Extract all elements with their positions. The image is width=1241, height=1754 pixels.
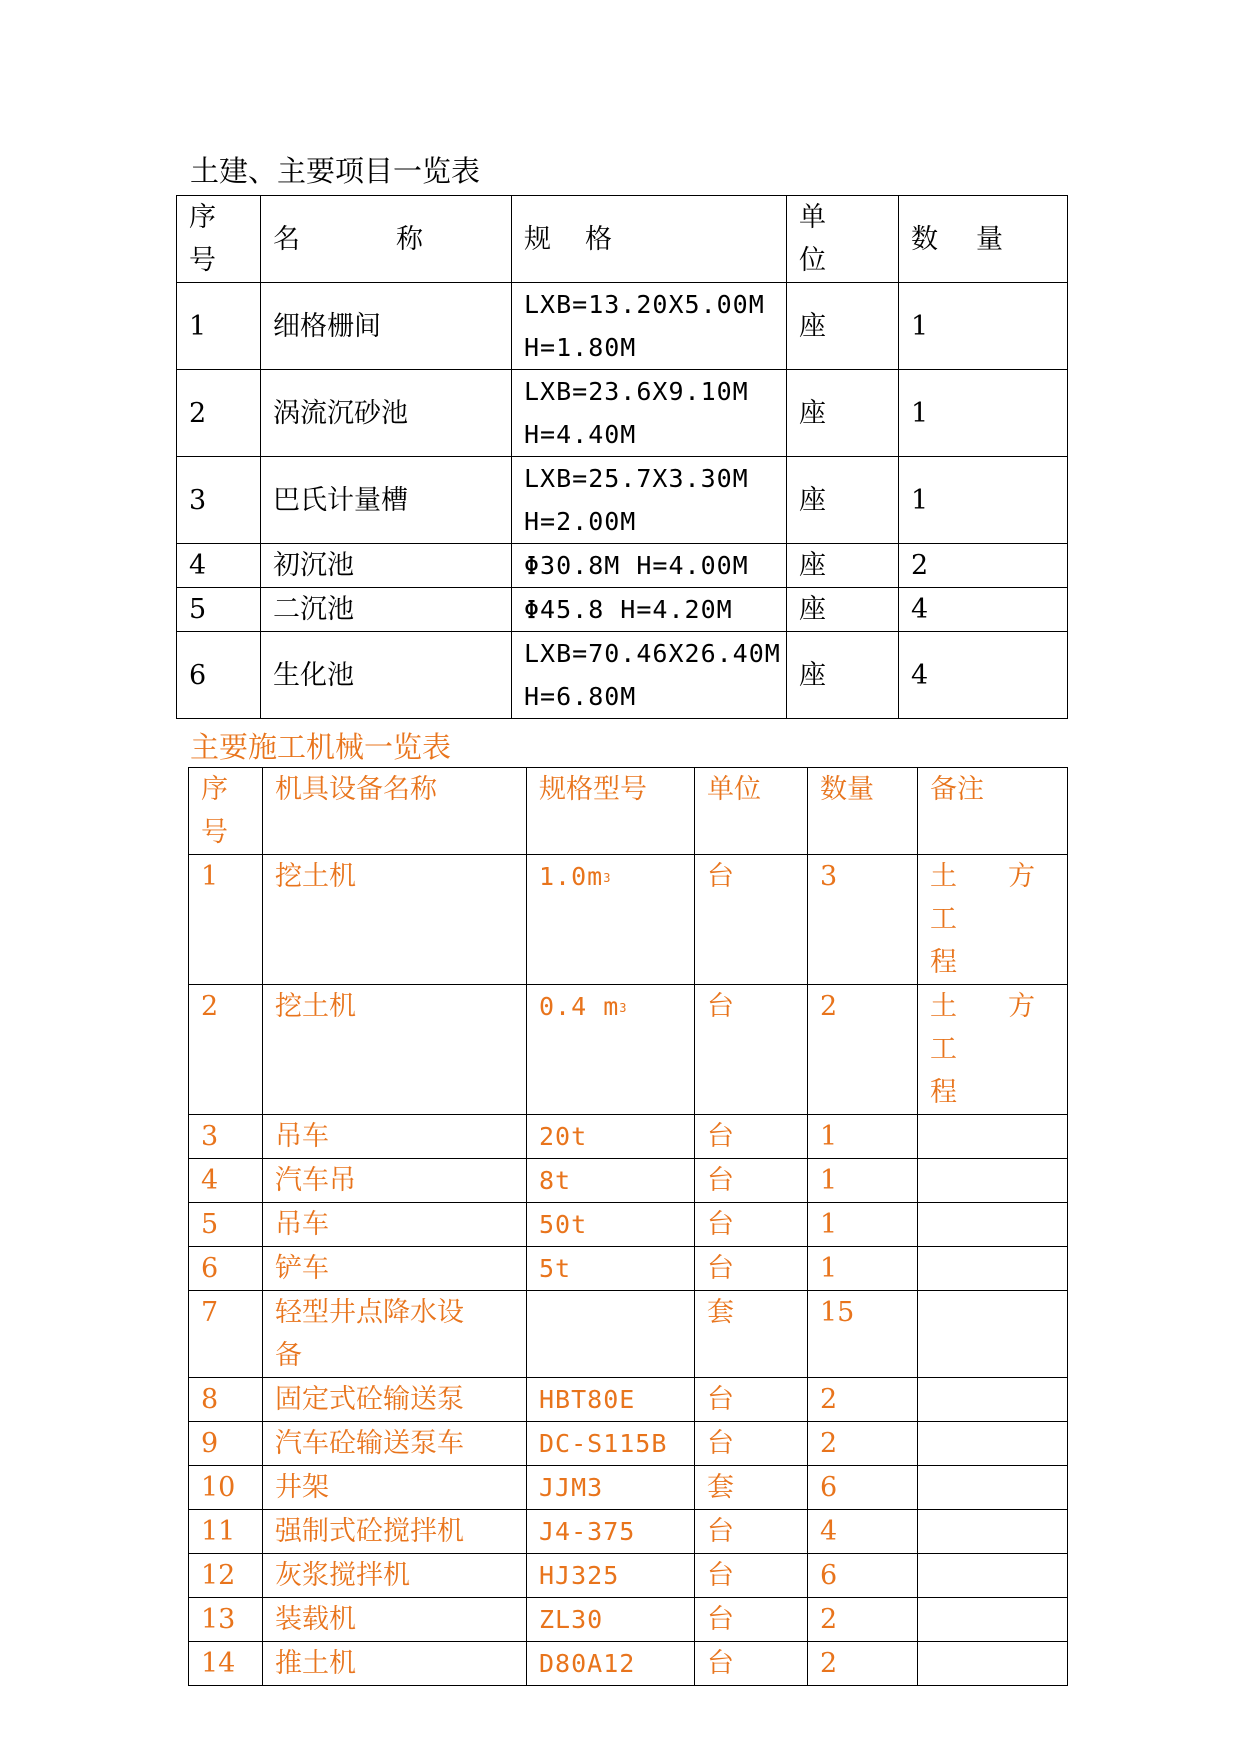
row-qty: 1	[899, 283, 1068, 370]
row-remark	[918, 1422, 1068, 1466]
row-model: 0.4 $m^3$	[527, 985, 695, 1115]
row-unit: 座	[787, 457, 899, 544]
row-spec: LXB=13.20X5.00M H=1.80M	[512, 283, 787, 370]
row-model: HBT80E	[527, 1378, 695, 1422]
table-row	[177, 588, 1068, 632]
table-row	[189, 1291, 1068, 1378]
row-remark: 土方工 程	[918, 985, 1068, 1115]
table-row	[189, 1115, 1068, 1159]
table-row	[177, 457, 1068, 544]
row-no: 9	[189, 1422, 263, 1466]
row-no: 2	[189, 985, 263, 1115]
row-remark	[918, 1247, 1068, 1291]
row-remark	[918, 1378, 1068, 1422]
row-no: 6	[189, 1247, 263, 1291]
row-model: JJM3	[527, 1466, 695, 1510]
header-spec: 规格	[512, 196, 787, 283]
row-qty: 2	[808, 1422, 918, 1466]
header-unit: 单 位	[787, 196, 899, 283]
row-no: 7	[189, 1291, 263, 1378]
row-model: 5t	[527, 1247, 695, 1291]
row-model	[527, 1291, 695, 1378]
row-qty: 1	[808, 1247, 918, 1291]
header-model: 规格型号	[527, 768, 695, 855]
row-name: 初沉池	[261, 544, 512, 588]
row-unit: 座	[787, 632, 899, 719]
row-name: 生化池	[261, 632, 512, 719]
row-model: $1.0m^3$	[527, 855, 695, 985]
table-row	[177, 544, 1068, 588]
table-row	[177, 632, 1068, 719]
row-name: 二沉池	[261, 588, 512, 632]
row-qty: 1	[899, 457, 1068, 544]
row-no: 2	[177, 370, 261, 457]
row-model: 20t	[527, 1115, 695, 1159]
civil-works-table	[176, 195, 1068, 719]
row-name: 吊车	[263, 1115, 527, 1159]
row-no: 5	[189, 1203, 263, 1247]
row-no: 12	[189, 1554, 263, 1598]
row-qty: 3	[808, 855, 918, 985]
row-remark	[918, 1291, 1068, 1378]
row-no: 1	[177, 283, 261, 370]
header-name: 机具设备名称	[263, 768, 527, 855]
row-unit: 座	[787, 544, 899, 588]
header-no: 序 号	[177, 196, 261, 283]
row-qty: 2	[808, 1378, 918, 1422]
row-no: 10	[189, 1466, 263, 1510]
row-name: 装载机	[263, 1598, 527, 1642]
table2-title: 主要施工机械一览表	[190, 730, 452, 764]
row-qty: 2	[808, 1598, 918, 1642]
row-no: 4	[189, 1159, 263, 1203]
row-no: 5	[177, 588, 261, 632]
row-qty: 1	[899, 370, 1068, 457]
row-qty: 2	[808, 985, 918, 1115]
table-row	[189, 1378, 1068, 1422]
row-name: 汽车吊	[263, 1159, 527, 1203]
row-qty: 4	[899, 588, 1068, 632]
table-row	[189, 1159, 1068, 1203]
row-remark	[918, 1642, 1068, 1686]
row-model: DC-S115B	[527, 1422, 695, 1466]
row-no: 3	[189, 1115, 263, 1159]
row-name: 挖土机	[263, 985, 527, 1115]
row-unit: 套	[695, 1291, 808, 1378]
header-no: 序 号	[189, 768, 263, 855]
row-remark	[918, 1510, 1068, 1554]
machinery-table	[188, 767, 1068, 1686]
row-model: HJ325	[527, 1554, 695, 1598]
row-unit: 台	[695, 1378, 808, 1422]
row-name: 吊车	[263, 1203, 527, 1247]
row-qty: 15	[808, 1291, 918, 1378]
row-no: 11	[189, 1510, 263, 1554]
table-row	[189, 1422, 1068, 1466]
row-remark	[918, 1159, 1068, 1203]
header-qty: 数量	[808, 768, 918, 855]
row-unit: 台	[695, 1554, 808, 1598]
header-unit: 单位	[695, 768, 808, 855]
row-qty: 2	[899, 544, 1068, 588]
table-row	[189, 1642, 1068, 1686]
row-unit: 台	[695, 1247, 808, 1291]
row-remark	[918, 1598, 1068, 1642]
row-no: 14	[189, 1642, 263, 1686]
row-unit: 台	[695, 1115, 808, 1159]
row-name: 强制式砼搅拌机	[263, 1510, 527, 1554]
row-qty: 4	[808, 1510, 918, 1554]
table-row	[189, 1510, 1068, 1554]
row-qty: 1	[808, 1159, 918, 1203]
table-row	[189, 1554, 1068, 1598]
row-no: 3	[177, 457, 261, 544]
row-no: 1	[189, 855, 263, 985]
table-row	[177, 370, 1068, 457]
row-name: 固定式砼输送泵	[263, 1378, 527, 1422]
row-name: 轻型井点降水设 备	[263, 1291, 527, 1378]
row-unit: 座	[787, 370, 899, 457]
row-unit: 台	[695, 1642, 808, 1686]
row-unit: 台	[695, 1203, 808, 1247]
row-model: 50t	[527, 1203, 695, 1247]
row-spec: Φ45.8 H=4.20M	[512, 588, 787, 632]
row-model: ZL30	[527, 1598, 695, 1642]
row-remark	[918, 1554, 1068, 1598]
row-unit: 台	[695, 1159, 808, 1203]
header-name: 名 称	[261, 196, 512, 283]
row-remark	[918, 1115, 1068, 1159]
row-no: 6	[177, 632, 261, 719]
table-row	[189, 1203, 1068, 1247]
row-spec: LXB=25.7X3.30M H=2.00M	[512, 457, 787, 544]
table1-title: 土建、主要项目一览表	[190, 154, 481, 188]
row-unit: 台	[695, 985, 808, 1115]
row-unit: 台	[695, 855, 808, 985]
row-remark: 土方工 程	[918, 855, 1068, 985]
row-remark	[918, 1466, 1068, 1510]
table-row	[189, 985, 1068, 1115]
row-unit: 座	[787, 283, 899, 370]
row-qty: 2	[808, 1642, 918, 1686]
row-unit: 套	[695, 1466, 808, 1510]
row-remark	[918, 1203, 1068, 1247]
row-name: 推土机	[263, 1642, 527, 1686]
row-name: 井架	[263, 1466, 527, 1510]
row-qty: 1	[808, 1203, 918, 1247]
row-spec: Φ30.8M H=4.00M	[512, 544, 787, 588]
row-qty: 6	[808, 1554, 918, 1598]
row-no: 13	[189, 1598, 263, 1642]
header-remark: 备注	[918, 768, 1068, 855]
table-row	[189, 855, 1068, 985]
table-header-row	[177, 196, 1068, 283]
row-no: 8	[189, 1378, 263, 1422]
row-no: 4	[177, 544, 261, 588]
row-qty: 4	[899, 632, 1068, 719]
row-name: 铲车	[263, 1247, 527, 1291]
row-name: 汽车砼输送泵车	[263, 1422, 527, 1466]
row-model: D80A12	[527, 1642, 695, 1686]
row-unit: 台	[695, 1510, 808, 1554]
header-qty: 数量	[899, 196, 1068, 283]
table-row	[189, 1466, 1068, 1510]
row-spec: LXB=23.6X9.10M H=4.40M	[512, 370, 787, 457]
row-name: 细格栅间	[261, 283, 512, 370]
row-unit: 座	[787, 588, 899, 632]
row-qty: 6	[808, 1466, 918, 1510]
table-row	[189, 1247, 1068, 1291]
row-name: 涡流沉砂池	[261, 370, 512, 457]
row-name: 挖土机	[263, 855, 527, 985]
row-qty: 1	[808, 1115, 918, 1159]
row-unit: 台	[695, 1422, 808, 1466]
table-header-row	[189, 768, 1068, 855]
row-name: 灰浆搅拌机	[263, 1554, 527, 1598]
row-model: 8t	[527, 1159, 695, 1203]
row-unit: 台	[695, 1598, 808, 1642]
row-spec: LXB=70.46X26.40M H=6.80M	[512, 632, 787, 719]
row-name: 巴氏计量槽	[261, 457, 512, 544]
table-row	[189, 1598, 1068, 1642]
table-row	[177, 283, 1068, 370]
row-model: J4-375	[527, 1510, 695, 1554]
